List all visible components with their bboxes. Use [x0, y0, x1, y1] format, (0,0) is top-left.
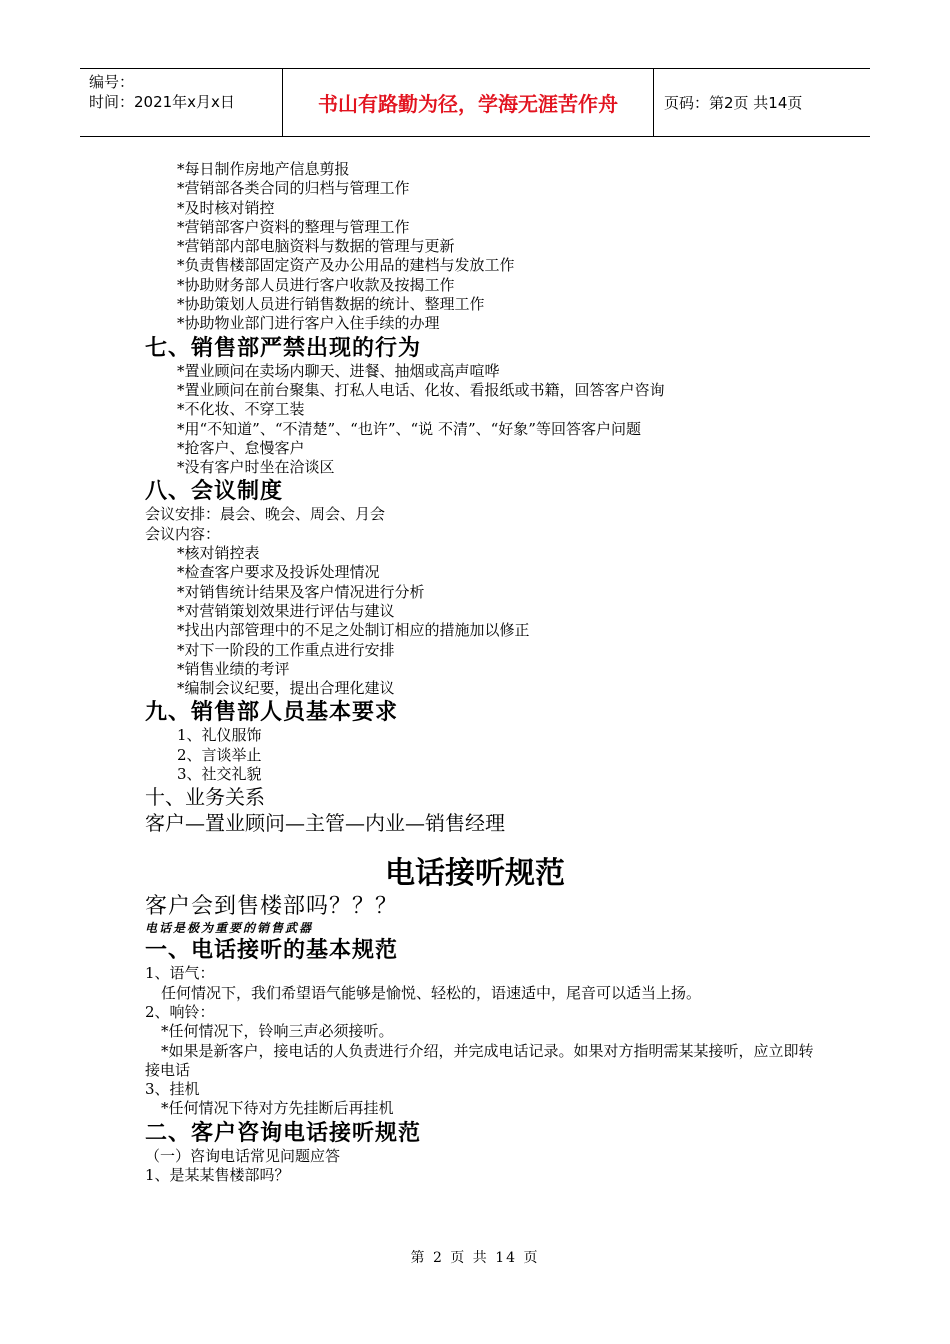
list-item: *负责售楼部固定资产及办公用品的建档与发放工作 [177, 256, 515, 275]
list-item: *用“不知道”、“不清楚”、“也许”、“说 不清”、“好象”等回答客户问题 [177, 419, 641, 438]
list-item: *营销部内部电脑资料与数据的管理与更新 [177, 237, 455, 256]
ring-rule-1: *任何情况下，铃响三声必须接听。 [161, 1022, 394, 1041]
time-label: 时间：2021年x月x日 [89, 93, 235, 111]
list-item: *对营销策划效果进行评估与建议 [177, 601, 395, 620]
list-item: *核对销控表 [177, 544, 260, 563]
phone-tagline: 电话是极为重要的销售武器 [145, 921, 314, 936]
list-item: 1、礼仪服饰 [177, 726, 262, 745]
phone-question: 客户会到售楼部吗？？？ [145, 894, 399, 920]
phone-s2-heading: 二、客户咨询电话接听规范 [145, 1119, 422, 1146]
section6-list [145, 160, 825, 334]
list-item: *编制会议纪要，提出合理化建议 [177, 679, 395, 698]
list-item: *协助物业部门进行客户入住手续的办理 [177, 314, 440, 333]
list-item: *营销部各类合同的归档与管理工作 [177, 179, 410, 198]
section7-heading: 七、销售部严禁出现的行为 [145, 334, 422, 361]
page-footer: 第 2 页 共 14 页 [410, 1250, 540, 1266]
header-left-cell [80, 69, 283, 136]
list-item: *每日制作房地产信息剪报 [177, 160, 350, 178]
tone-text: 任何情况下，我们希望语气能够是愉悦、轻松的，语速适中，尾音可以适当上扬。 [161, 983, 702, 1002]
meeting-content-label: 会议内容： [145, 524, 221, 543]
list-item: 3、社交礼貌 [177, 765, 262, 784]
phone-s2-sub: （一）咨询电话常见问题应答 [145, 1146, 341, 1165]
header-page-info: 页码：第2页 共14页 [664, 94, 803, 112]
header-table [80, 68, 870, 137]
list-item: *置业顾问在卖场内聊天、进餐、抽烟或高声喧哗 [177, 361, 500, 380]
list-item: *检查客户要求及投诉处理情况 [177, 563, 380, 582]
section8-list [145, 544, 825, 698]
list-item: *销售业绩的考评 [177, 659, 290, 678]
ring-rule-2: *如果是新客户，接电话的人负责进行介绍，并完成电话记录。如果对方指明需某某接听，应立即转接电话 [145, 1041, 814, 1079]
phone-s1-heading: 一、电话接听的基本规范 [145, 937, 399, 964]
list-item: *找出内部管理中的不足之处制订相应的措施加以修正 [177, 621, 530, 640]
section10-heading: 十、业务关系 [145, 785, 265, 810]
list-item: *营销部客户资料的整理与管理工作 [177, 217, 410, 236]
header-motto: 书山有路勤为径，学海无涯苦作舟 [283, 69, 654, 136]
list-item: *及时核对销控 [177, 198, 275, 217]
business-chain: 客户—置业顾问—主管—内业—销售经理 [145, 811, 505, 836]
phone-s2-q1: 1、是某某售楼部吗？ [145, 1165, 290, 1184]
section9-list [145, 726, 825, 784]
section7-list [145, 362, 825, 478]
section9-heading: 九、销售部人员基本要求 [145, 699, 399, 726]
list-item: 2、言谈举止 [177, 745, 262, 764]
list-item: *对销售统计结果及客户情况进行分析 [177, 582, 425, 601]
tone-label: 1、语气： [145, 964, 215, 983]
phone-title: 电话接听规范 [385, 856, 565, 892]
section8-heading: 八、会议制度 [145, 478, 284, 505]
meeting-arrangement: 会议安排：晨会、晚会、周会、月会 [145, 505, 386, 524]
hangup-label: 3、挂机 [145, 1080, 200, 1099]
list-item: *协助策划人员进行销售数据的统计、整理工作 [177, 295, 485, 314]
ring-label: 2、响铃： [145, 1002, 215, 1021]
list-item: *不化妆、不穿工装 [177, 400, 305, 419]
list-item: *协助财务部人员进行客户收款及按揭工作 [177, 275, 455, 294]
list-item: *抢客户、怠慢客户 [177, 438, 305, 457]
code-label: 编号： [89, 73, 135, 91]
list-item: *对下一阶段的工作重点进行安排 [177, 640, 395, 659]
list-item: *没有客户时坐在洽谈区 [177, 458, 335, 477]
hangup-rule-1: *任何情况下待对方先挂断后再挂机 [161, 1099, 394, 1118]
document-body [145, 160, 825, 1185]
list-item: *置业顾问在前台聚集、打私人电话、化妆、看报纸或书籍，回答客户咨询 [177, 380, 665, 399]
